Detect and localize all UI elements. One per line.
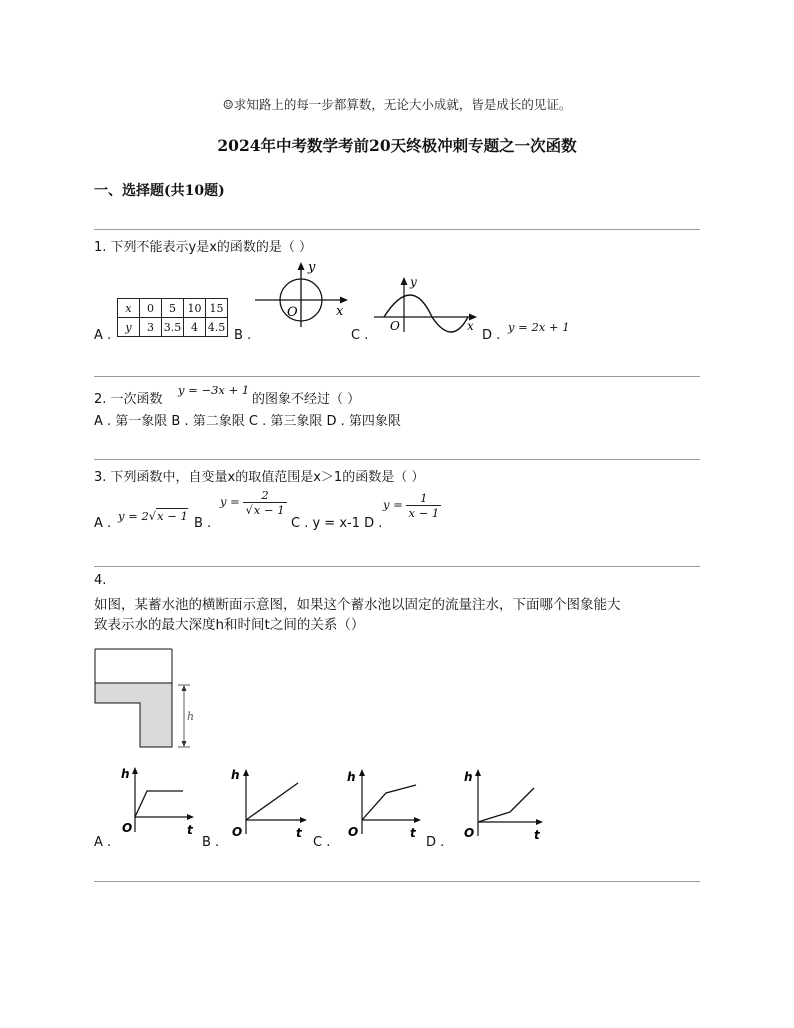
q1-stem: 1. 下列不能表示y是x的函数的是（ ） [94,240,313,255]
axis-label: h [347,770,356,784]
formula-part: y = [220,494,240,509]
q4-graph-a [117,762,197,840]
q4-number: 4. [94,573,107,588]
arrow-icon [298,262,305,270]
divider [94,376,700,377]
water-fill [95,683,172,747]
depth-label: h [187,710,195,723]
axis-label: x [336,304,344,319]
table-cell: 5 [162,299,184,318]
axis-label: t [534,828,540,840]
formula-part: y = 2 [118,509,149,523]
radicand: x − 1 [253,503,285,517]
origin-label: O [122,821,133,835]
q4-option-b: B . [202,835,220,850]
q1-option-a: A . [94,328,112,343]
q2-stem-suffix: 的图象不经过（ ） [252,392,361,407]
q3-d-formula [383,491,441,520]
axis-label: h [464,770,473,784]
arrow-icon [182,741,187,747]
arrow-icon [132,767,138,774]
divider [94,881,700,882]
axis-label: h [121,767,130,781]
arrow-icon [340,297,348,304]
table-cell: 10 [184,299,206,318]
q2-stem-prefix: 2. 一次函数 [94,392,163,407]
q2-formula: y = −3x + 1 [178,383,250,397]
q3-option-a: A . [94,516,112,531]
section-heading: 一、选择题(共10题) [94,183,225,199]
radicand: x − 1 [157,509,188,523]
q4-stem-line1: 如图，某蓄水池的横断面示意图，如果这个蓄水池以固定的流量注水，下面哪个图象能大 [94,597,621,613]
q1-wave-graph [372,272,480,334]
document-title: 2024年中考数学考前20天终极冲刺专题之一次函数 [217,136,577,155]
arrow-icon [187,814,194,820]
q3-a-formula: y = 2√x − 1 [118,509,188,523]
q4-stem-line2: 致表示水的最大深度h和时间t之间的关系（） [94,617,365,633]
q2-options: A . 第一象限 B . 第二象限 C . 第三象限 D . 第四象限 [94,414,401,429]
table-cell: 3.5 [162,318,184,337]
fraction [406,491,441,520]
arrow-icon [182,685,187,691]
origin-label: O [348,825,359,839]
graph-line [135,791,183,817]
reservoir-diagram [90,645,200,755]
formula-part: y = [383,497,403,512]
q1-xy-table [117,298,228,337]
q1-option-c: C . [351,328,369,343]
table-x-label: x [118,299,140,318]
q3-b-formula [220,488,287,517]
q1-option-b: B . [234,328,252,343]
table-cell: 4 [184,318,206,337]
origin-label: O [390,319,400,333]
divider [94,229,700,230]
axis-label: y [308,260,316,275]
q4-option-c: C . [313,835,331,850]
table-cell: 4.5 [206,318,228,337]
q4-option-a: A . [94,835,112,850]
numerator: 1 [406,491,441,506]
origin-label: O [287,305,298,320]
q1-table-wrap [117,298,228,337]
axis-label: y [410,275,417,289]
q1-circle-graph [253,255,351,330]
denominator: √x − 1 [245,503,285,517]
numerator: 2 [243,488,286,503]
arrow-icon [475,769,481,776]
fraction [243,488,286,517]
arrow-icon [414,817,421,823]
q1-option-d: D . [482,328,501,343]
origin-label: O [464,826,475,840]
arrow-icon [243,769,249,776]
arrow-icon [401,277,408,285]
graph-line [478,788,534,822]
q4-graph-d [450,762,550,840]
axis-label: h [231,768,240,782]
q4-option-d: D . [426,835,445,850]
axis-label: t [410,826,416,840]
divider [94,566,700,567]
q4-graph-c [336,762,426,840]
axis-label: t [296,826,302,840]
divider [94,459,700,460]
table-cell: 15 [206,299,228,318]
arrow-icon [300,817,307,823]
denominator: x − 1 [408,506,440,520]
table-y-label: y [118,318,140,337]
axis-label: t [187,823,193,837]
axis-label: x [467,319,474,333]
motto-line: ☺求知路上的每一步都算数，无论大小成就，皆是成长的见证。 [222,97,572,112]
q3-option-c-d: C . y = x-1 D . [291,516,383,531]
origin-label: O [232,825,243,839]
table-cell: 0 [140,299,162,318]
table-cell: 3 [140,318,162,337]
q3-option-b: B . [194,516,212,531]
graph-line [362,785,416,820]
arrow-icon [359,769,365,776]
q3-stem: 3. 下列函数中，自变量x的取值范围是x＞1的函数是（ ） [94,470,425,485]
graph-line [246,783,298,820]
q4-graph-b [228,762,312,840]
q1-d-formula: y = 2x + 1 [508,320,570,334]
arrow-icon [536,819,543,825]
